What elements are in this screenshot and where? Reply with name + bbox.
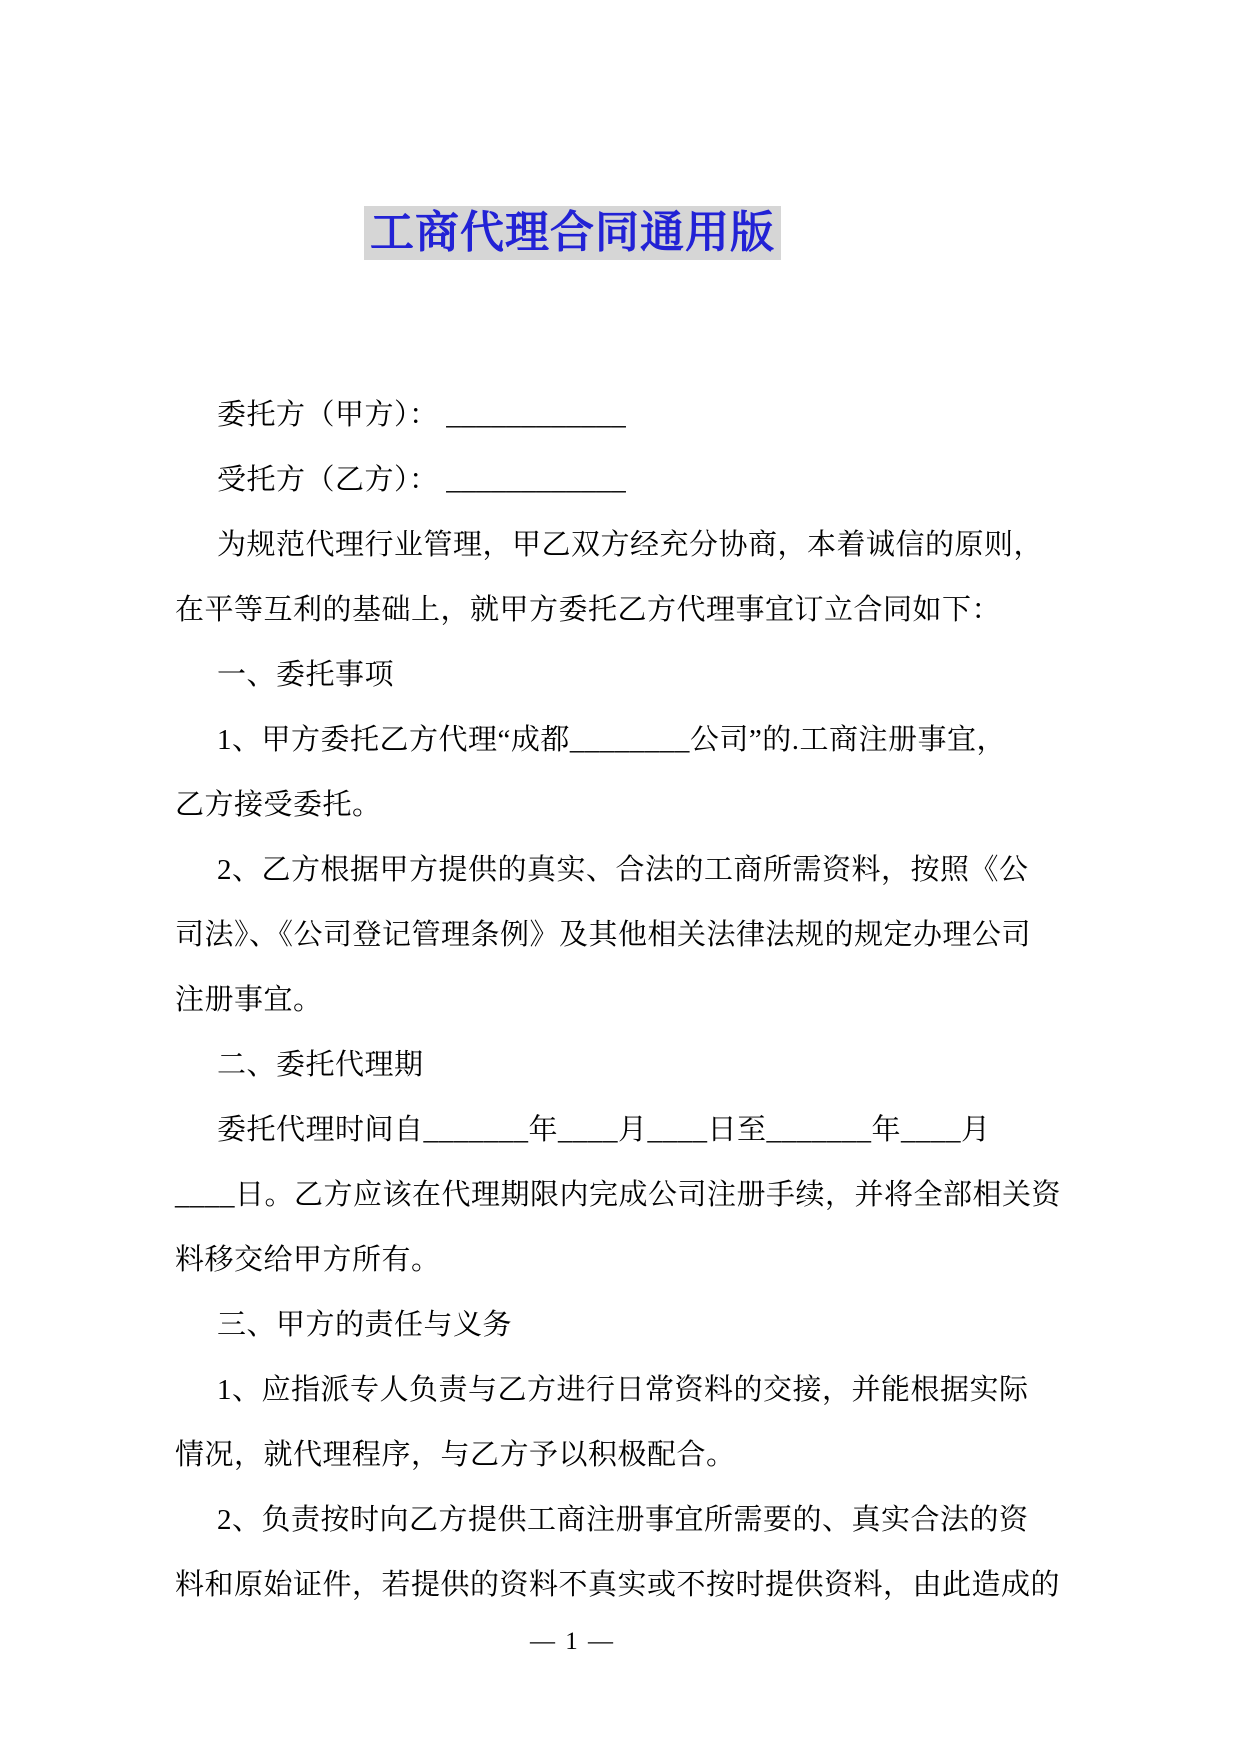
text-line: 注册事宜。 <box>175 984 323 1016</box>
text-line: 1、甲方委托乙方代理“成都________公司”的.工商注册事宜， <box>217 724 1006 756</box>
text-line: 乙方接受委托。 <box>175 789 382 821</box>
text-line: 在平等互利的基础上，就甲方委托乙方代理事宜订立合同如下： <box>175 594 1002 626</box>
document-body <box>175 397 1062 1632</box>
text-line: ____日。乙方应该在代理期限内完成公司注册手续，并将全部相关资 <box>175 1179 1062 1211</box>
text-line: 料移交给甲方所有。 <box>175 1244 441 1276</box>
text-line: 2、负责按时向乙方提供工商注册事宜所需要的、真实合法的资 <box>217 1504 1029 1536</box>
document-title: 工商代理合同通用版 <box>364 206 781 260</box>
text-line: 司法》、《公司登记管理条例》及其他相关法律法规的规定办理公司 <box>175 919 1032 951</box>
text-line: 为规范代理行业管理，甲乙双方经充分协商，本着诚信的原则， <box>217 529 1044 561</box>
title-block <box>175 206 970 260</box>
text-line: 一、委托事项 <box>217 659 395 691</box>
text-line: 受托方（乙方）： ____________ <box>217 464 627 496</box>
text-line: 情况，就代理程序，与乙方予以积极配合。 <box>175 1439 736 1471</box>
text-line: 料和原始证件，若提供的资料不真实或不按时提供资料，由此造成的 <box>175 1569 1061 1601</box>
text-line: 委托方（甲方）： ____________ <box>217 399 627 431</box>
text-line: 2、乙方根据甲方提供的真实、合法的工商所需资料，按照《公 <box>217 854 1029 886</box>
text-line: 二、委托代理期 <box>217 1049 424 1081</box>
text-line: 三、甲方的责任与义务 <box>217 1309 513 1341</box>
page-number: — 1 — <box>530 1628 615 1655</box>
text-line: 1、应指派专人负责与乙方进行日常资料的交接，并能根据实际 <box>217 1374 1029 1406</box>
text-line: 委托代理时间自_______年____月____日至_______年____月 <box>217 1114 991 1146</box>
